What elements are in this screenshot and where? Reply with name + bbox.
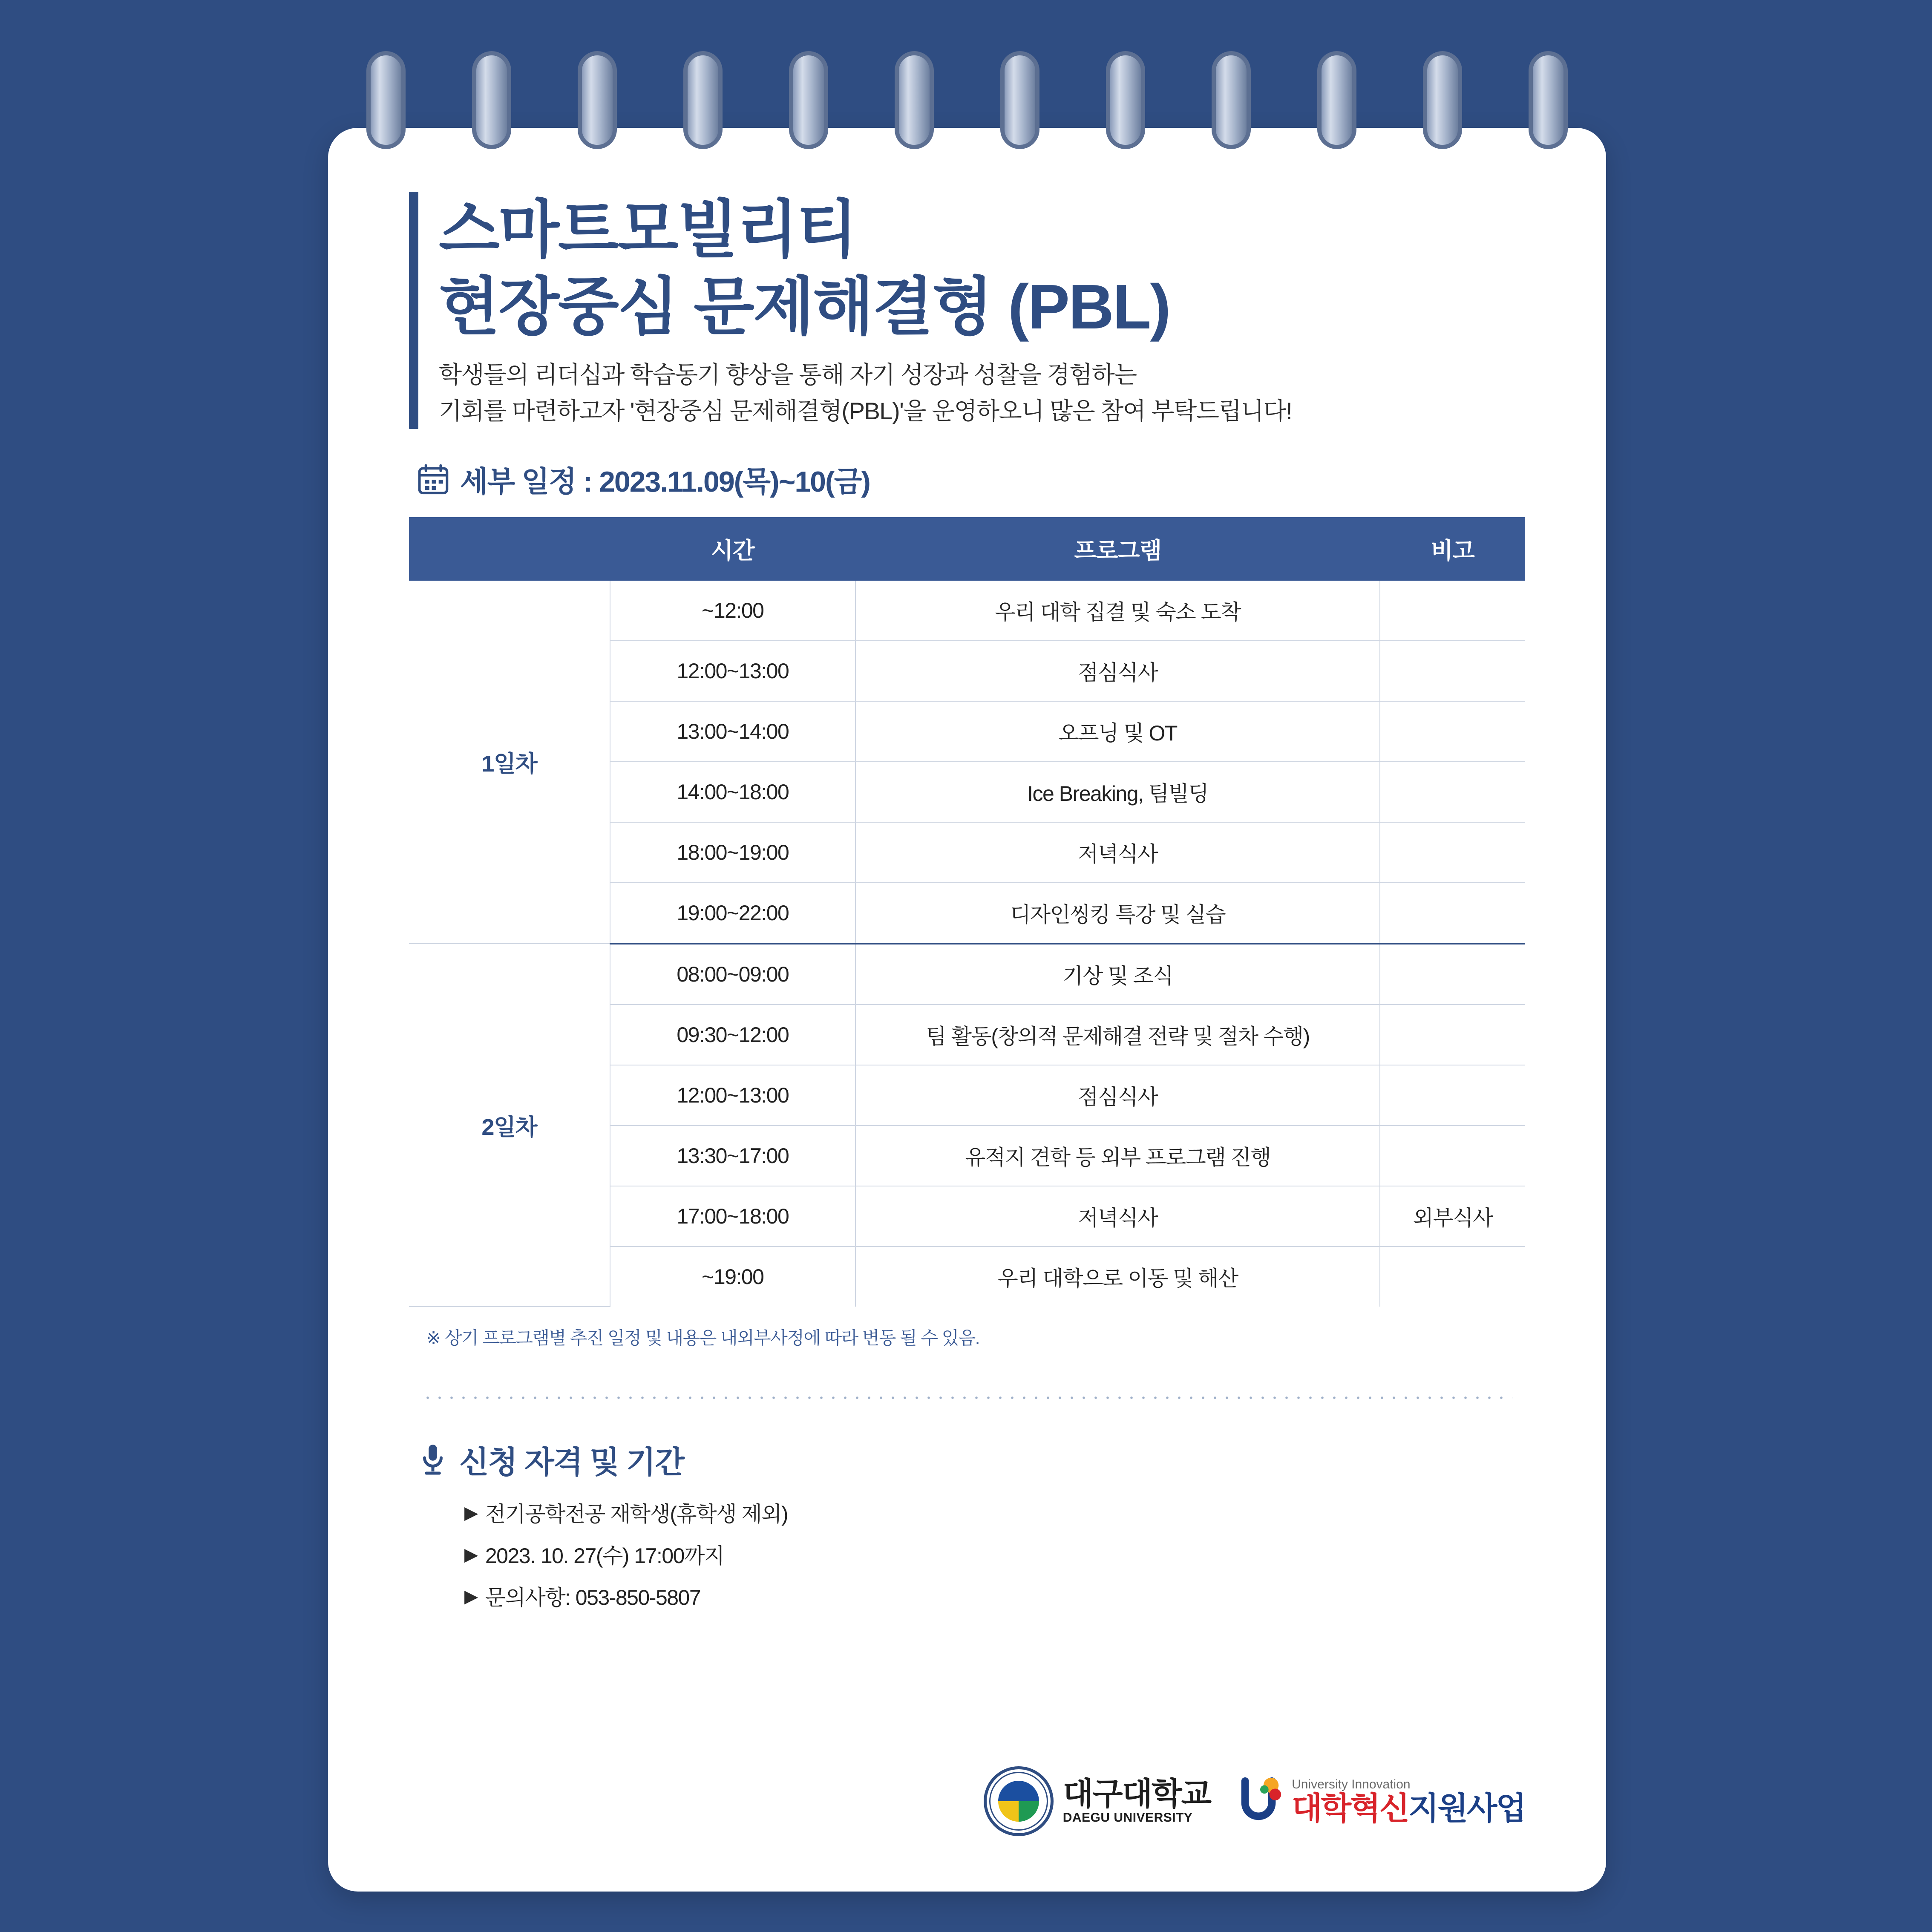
apply-heading	[417, 1437, 1525, 1482]
table-row	[409, 581, 1525, 641]
row-note	[1380, 762, 1525, 822]
column-header-note: 비고	[1380, 517, 1525, 581]
row-time: 19:00~22:00	[610, 883, 855, 944]
row-time: 08:00~09:00	[610, 944, 855, 1005]
triangle-bullet-icon: ▶	[464, 1544, 478, 1564]
program-name-blue: 지원사업	[1408, 1791, 1525, 1826]
daegu-university-logo	[984, 1766, 1211, 1836]
column-header-program: 프로그램	[855, 517, 1380, 581]
row-note	[1380, 701, 1525, 762]
poster-content	[328, 128, 1606, 1892]
row-time: ~19:00	[610, 1247, 855, 1307]
row-note	[1380, 1126, 1525, 1186]
subtitle-line1: 학생들의 리더십과 학습동기 향상을 통해 자기 성장과 성찰을 경험하는	[439, 361, 1137, 389]
day-label-1: 1일차	[409, 581, 610, 944]
page-title-line1: 스마트모빌리티	[439, 195, 856, 265]
row-time: 13:00~14:00	[610, 701, 855, 762]
row-note	[1380, 641, 1525, 701]
title-accent-bar	[409, 192, 418, 429]
row-time: ~12:00	[610, 581, 855, 641]
calendar-icon	[417, 464, 449, 495]
row-time: 09:30~12:00	[610, 1005, 855, 1065]
list-item	[464, 1581, 1525, 1611]
row-note: 외부식사	[1380, 1186, 1525, 1247]
row-program: 유적지 견학 등 외부 프로그램 진행	[855, 1126, 1380, 1186]
page-title-line2: 현장중심 문제해결형 (PBL)	[439, 271, 1170, 342]
title-block	[409, 192, 1525, 429]
schedule-footnote: ※ 상기 프로그램별 추진 일정 및 내용은 내외부사정에 따라 변동 될 수 있음.	[426, 1328, 979, 1348]
schedule-heading	[417, 459, 1525, 500]
row-time: 13:30~17:00	[610, 1126, 855, 1186]
row-note	[1380, 1247, 1525, 1307]
university-innovation-mark-icon	[1236, 1776, 1284, 1826]
university-name-ko: 대구대학교	[1062, 1776, 1211, 1812]
table-header-row	[409, 517, 1525, 581]
row-program: 우리 대학으로 이동 및 해산	[855, 1247, 1380, 1307]
row-program: 점심식사	[855, 1065, 1380, 1126]
row-note	[1380, 944, 1525, 1005]
list-item	[464, 1539, 1525, 1569]
row-program: 팀 활동(창의적 문제해결 전략 및 절차 수행)	[855, 1005, 1380, 1065]
row-program: Ice Breaking, 팀빌딩	[855, 762, 1380, 822]
program-name-red: 대학혁신	[1292, 1791, 1409, 1826]
row-program: 점심식사	[855, 641, 1380, 701]
column-header-day	[409, 517, 610, 581]
daegu-university-seal-icon	[984, 1766, 1054, 1836]
list-item-label: 전기공학전공 재학생(휴학생 제외)	[485, 1502, 788, 1526]
row-program: 디자인씽킹 특강 및 실습	[855, 883, 1380, 944]
row-note	[1380, 1005, 1525, 1065]
row-program: 기상 및 조식	[855, 944, 1380, 1005]
row-time: 14:00~18:00	[610, 762, 855, 822]
row-program: 우리 대학 집결 및 숙소 도착	[855, 581, 1380, 641]
footer-logos	[984, 1766, 1525, 1836]
schedule-heading-text: 세부 일정 : 2023.11.09(목)~10(금)	[460, 466, 870, 498]
program-top-label: University Innovation	[1292, 1777, 1411, 1792]
row-time: 17:00~18:00	[610, 1186, 855, 1247]
apply-heading-text: 신청 자격 및 기간	[459, 1445, 684, 1480]
row-program: 저녁식사	[855, 822, 1380, 883]
column-header-time: 시간	[610, 517, 855, 581]
row-note	[1380, 581, 1525, 641]
schedule-table	[409, 517, 1525, 1307]
row-note	[1380, 822, 1525, 883]
row-time: 18:00~19:00	[610, 822, 855, 883]
list-item	[464, 1497, 1525, 1528]
dotted-divider	[422, 1396, 1512, 1399]
row-note	[1380, 883, 1525, 944]
table-row	[409, 944, 1525, 1005]
row-program: 오프닝 및 OT	[855, 701, 1380, 762]
triangle-bullet-icon: ▶	[464, 1586, 478, 1606]
subtitle-line2: 기회를 마련하고자 '현장중심 문제해결형(PBL)'을 운영하오니 많은 참여 부탁드립니다!	[439, 397, 1292, 425]
row-time: 12:00~13:00	[610, 1065, 855, 1126]
apply-list	[464, 1497, 1525, 1611]
row-program: 저녁식사	[855, 1186, 1380, 1247]
triangle-bullet-icon: ▶	[464, 1502, 478, 1523]
subtitle	[439, 357, 1525, 429]
microphone-icon	[417, 1443, 448, 1476]
university-innovation-logo	[1236, 1776, 1525, 1826]
row-note	[1380, 1065, 1525, 1126]
list-item-label: 2023. 10. 27(수) 17:00까지	[485, 1544, 724, 1568]
list-item-label: 문의사항: 053-850-5807	[485, 1586, 701, 1610]
row-time: 12:00~13:00	[610, 641, 855, 701]
university-name-en: DAEGU UNIVERSITY	[1062, 1810, 1193, 1825]
day-label-2: 2일차	[409, 944, 610, 1307]
